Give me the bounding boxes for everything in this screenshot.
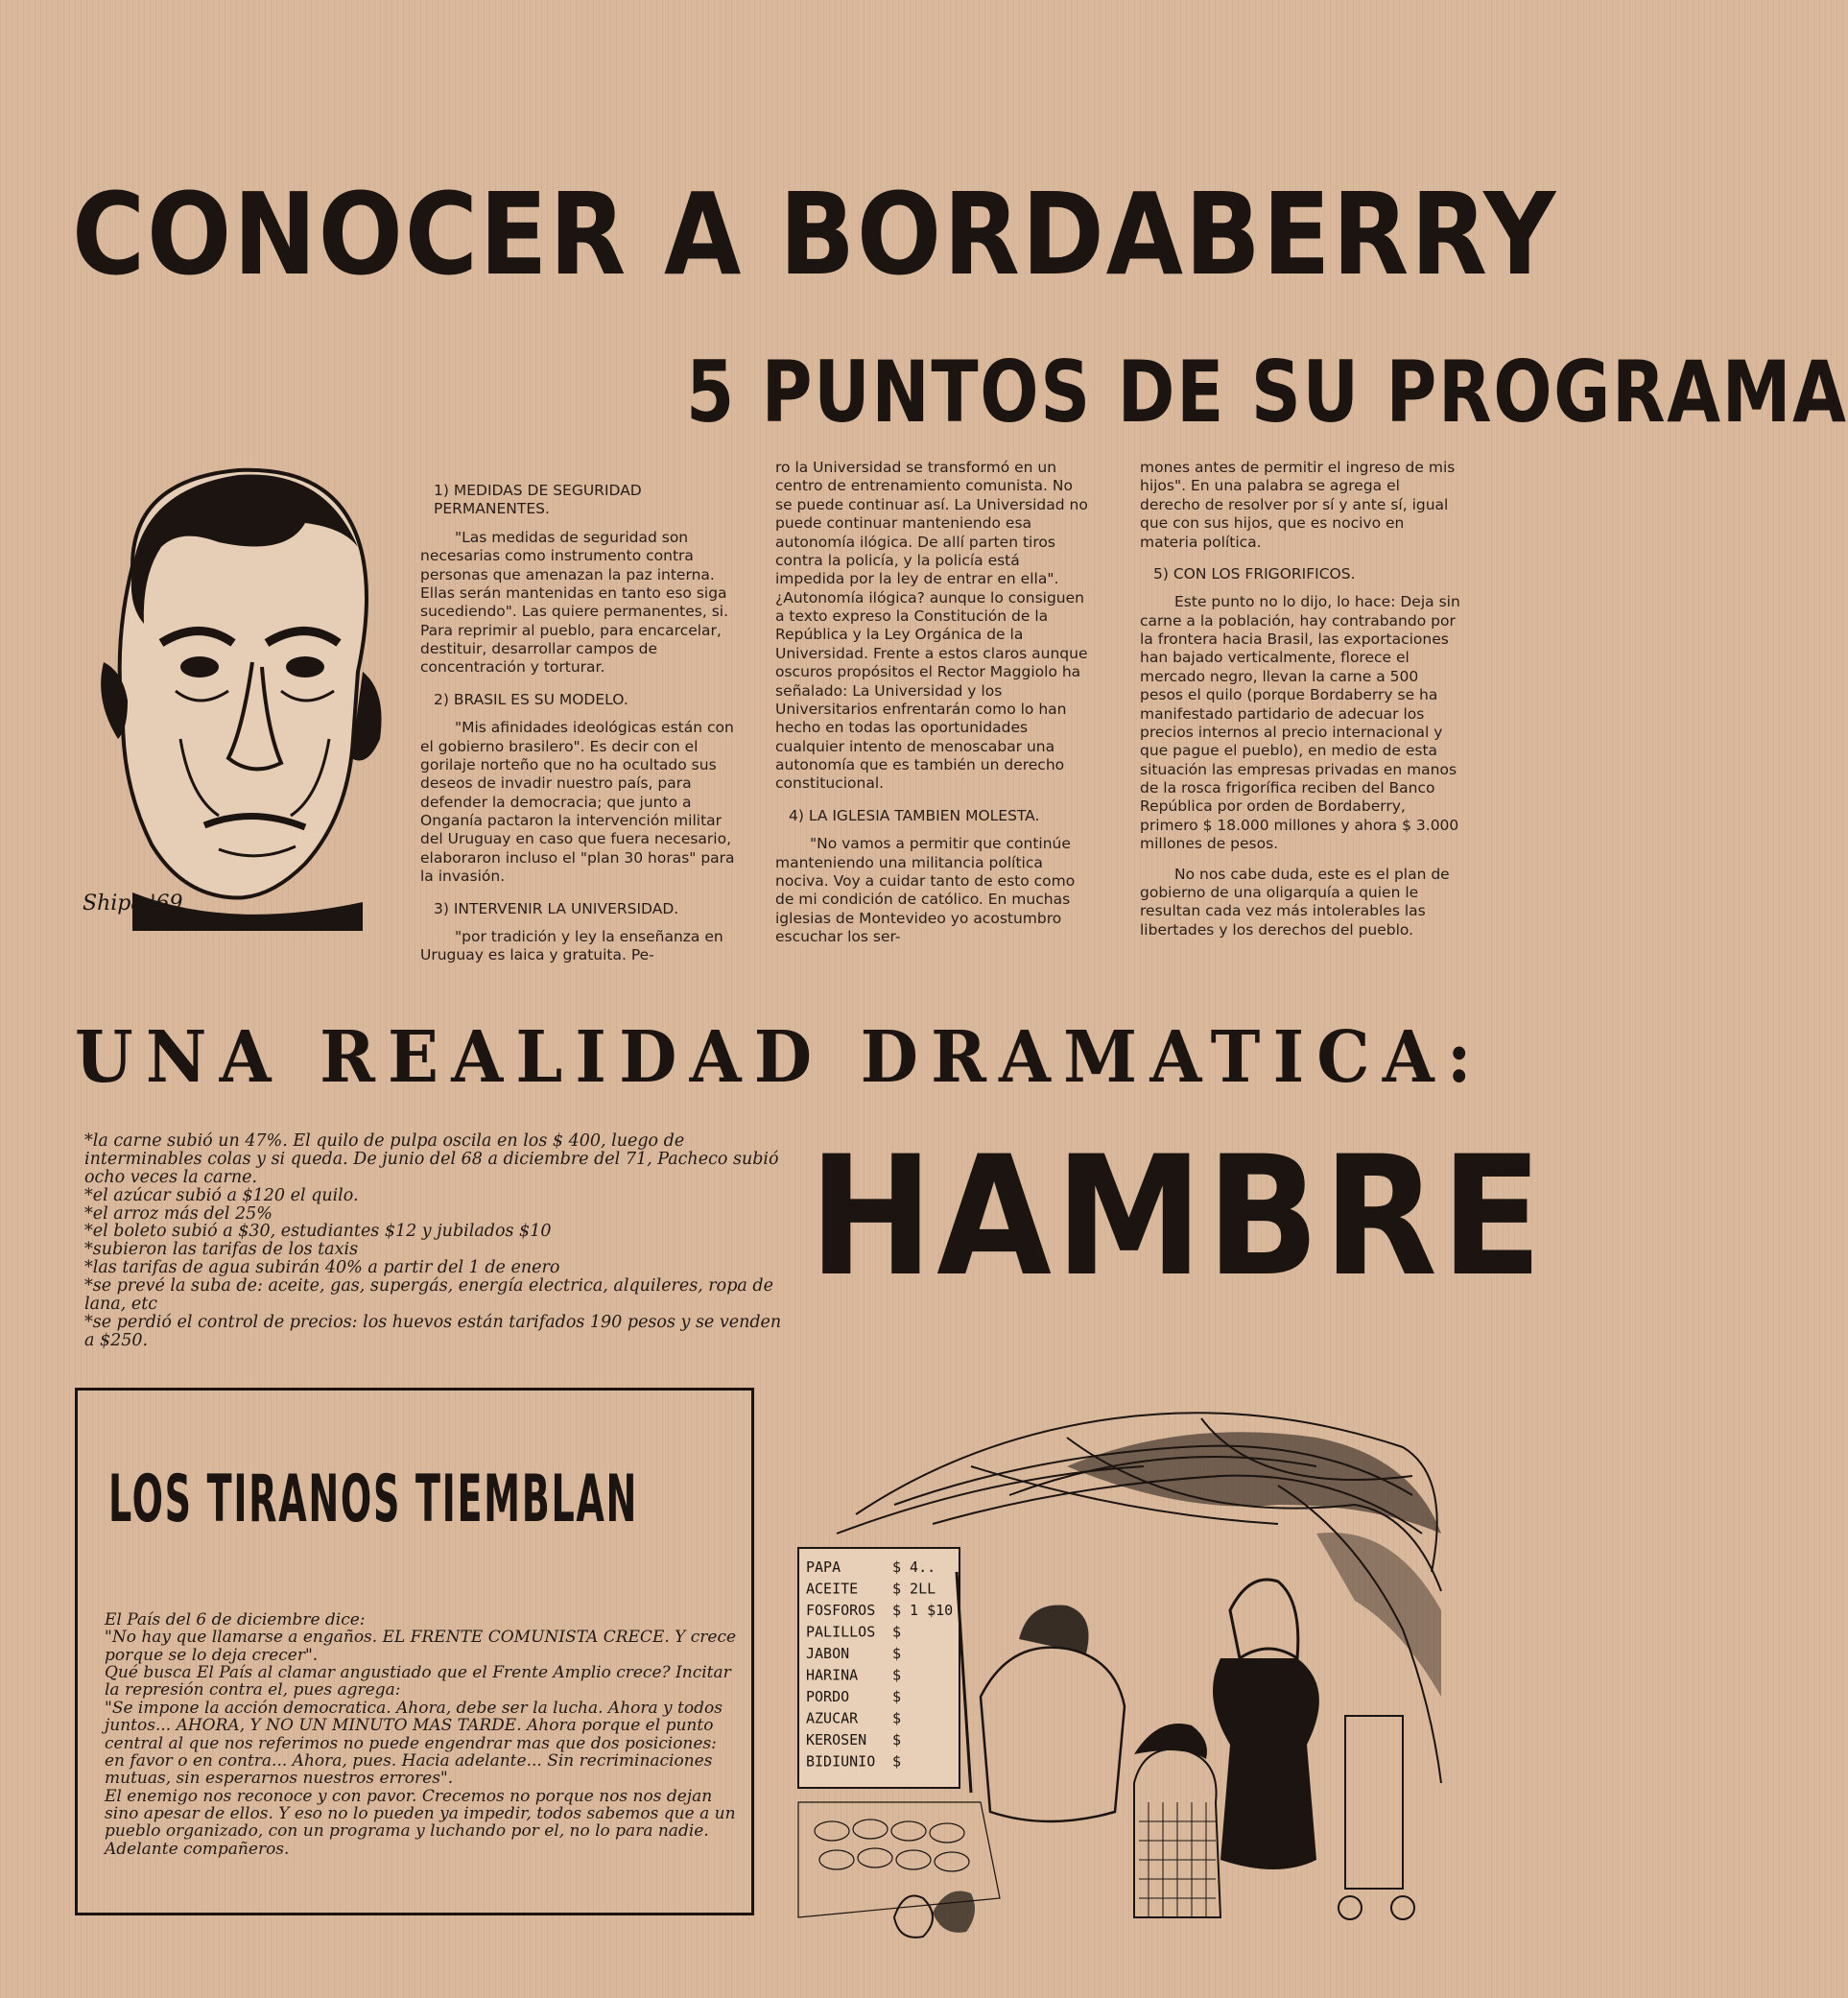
sign-price: $	[892, 1666, 902, 1684]
sign-price: $	[892, 1623, 902, 1641]
headline: CONOCER A BORDABERRY	[72, 168, 1558, 300]
paragraph: mones antes de permitir el ingreso de mis hijos". En una palabra se agrega el derecho de resolver por sí y ante sí, igual que con sus hijos, que es nocivo en materia política.	[1140, 459, 1456, 551]
sign-item: FOSFOROS	[806, 1602, 876, 1619]
sign-price: $ 1 $10	[892, 1602, 954, 1619]
sign-item: JABON	[806, 1645, 850, 1662]
paragraph: "Mis afinidades ideológicas están con el gobierno brasilero". Es decir con el gorilaje norteño que no ha ocultado sus deseos de invadir nuestro país, para defender la democracia; que junto a Onganía pactaron la intervención militar del Uruguay en caso que fuera necesario, elaboraron incluso el "plan 30 horas" para la invasión.	[420, 719, 735, 886]
box-title: LOS TIRANOS TIEMBLAN	[108, 1462, 639, 1537]
sign-item: ACEITE	[806, 1580, 859, 1598]
price-item: *el azúcar subió a $120 el quilo.	[84, 1185, 359, 1205]
portrait-signature: Shipa '69	[83, 892, 183, 916]
box-line: "Se impone la acción democratica. Ahora, debe ser la lucha. Ahora y todos juntos... AHORA, Y NO UN MINUTO MAS TARDE. Ahora porque el punto central al que nos referimos no puede engendrar mas que dos posiciones: en favor o en contra... Ahora, pues. Hacia adelante... Sin recriminaciones mutuas, sin esperarnos nuestros errores".	[105, 1698, 723, 1789]
portrait-illustration	[75, 451, 401, 931]
paragraph: ro la Universidad se transformó en un centro de entrenamiento comunista. No se puede continuar así. La Universidad no puede continuar manteniendo esa autonomía ilógica. De allí parten tiros contra la policía, y la policía está impedida por la ley de entrar en ella". ¿Autonomía ilógica? aunque lo consiguen a texto expreso la Constitución de la República y la Ley Orgánica de la Universidad. Frente a estos claros aunque oscuros propósitos el Rector Maggiolo ha señalado: La Universidad y los Universitarios enfrentarán como lo han hecho en todas las oportunidades cualquier intento de menoscabar una autonomía que es también un derecho constitucional.	[775, 459, 1088, 793]
tiranos-box	[75, 1388, 754, 1915]
price-item: *las tarifas de agua subirán 40% a partir del 1 de enero	[84, 1258, 560, 1278]
section-heading: 1) MEDIDAS DE SEGURIDAD PERMANENTES.	[434, 482, 642, 518]
hunger-word: HAMBRE	[809, 1120, 1546, 1313]
sign-price: $	[892, 1731, 902, 1748]
price-item: *se perdió el control de precios: los huevos están tarifados 190 pesos y se venden a $250.	[84, 1312, 782, 1350]
price-list	[84, 1132, 785, 1350]
section-heading: 4) LA IGLESIA TAMBIEN MOLESTA.	[789, 806, 1040, 824]
paragraph: No nos cabe duda, este es el plan de gobierno de una oligarquía a quien le resultan cada vez más intolerables las libertades y los derechos del pueblo.	[1140, 865, 1450, 939]
paragraph: "Las medidas de seguridad son necesarias como instrumento contra personas que amenazan la paz interna. Ellas serán mantenidas en tanto eso siga sucediendo". Las quiere permanentes, si. Para reprimir al pueblo, para encarcelar, destituir, desarrollar campos de concentración y torturar.	[420, 528, 729, 677]
sign-price: $	[892, 1645, 902, 1662]
box-line: El País del 6 de diciembre dice:	[105, 1610, 366, 1629]
sign-price: $	[892, 1709, 902, 1727]
sign-item: BIDIUNIO	[806, 1752, 876, 1771]
sign-price: $	[892, 1688, 902, 1705]
box-text	[105, 1611, 738, 1858]
sign-item: KEROSEN	[806, 1731, 867, 1748]
price-item: *la carne subió un 47%. El quilo de pulpa oscila en los $ 400, luego de interminables colas y si queda. De junio del 68 a diciembre del 71, Pacheco subió ocho veces la carne.	[84, 1131, 779, 1187]
sign-price: $	[892, 1752, 902, 1771]
price-item: *el arroz más del 25%	[84, 1203, 272, 1224]
section-heading: 3) INTERVENIR LA UNIVERSIDAD.	[434, 899, 679, 917]
sign-item: HARINA	[806, 1666, 859, 1684]
paragraph: Este punto no lo dijo, lo hace: Deja sin carne a la población, hay contrabando por la frontera hacia Brasil, las exportaciones han bajado verticalmente, florece el mercado negro, llevan la carne a 500 pesos el quilo (porque Bordaberry se ha manifestado partidario de adecuar los precios internos al precio internacional y que pague el pueblo), en medio de esta situación las empresas privadas en manos de la rosca frigorífica reciben del Banco República por orden de Bordaberry, primero $ 18.000 millones y ahora $ 3.000 millones de pesos.	[1140, 593, 1460, 853]
reality-headline: UNA REALIDAD DRAMATICA:	[75, 1016, 1484, 1099]
price-item: *se prevé la suba de: aceite, gas, supergás, energía electrica, alquileres, ropa de lana, etc	[84, 1276, 773, 1315]
sign-price: $ 4..	[892, 1558, 936, 1576]
column-2	[775, 459, 1092, 958]
price-item: *subieron las tarifas de los taxis	[84, 1240, 359, 1260]
column-3	[1140, 459, 1464, 951]
market-cartoon-illustration	[779, 1380, 1460, 1956]
box-line: "No hay que llamarse a engaños. EL FRENTE COMUNISTA CRECE. Y crece porque se lo deja crecer".	[105, 1628, 737, 1665]
sign-item: PAPA	[806, 1558, 841, 1576]
sign-item: AZUCAR	[806, 1709, 859, 1727]
section-heading: 2) BRASIL ES SU MODELO.	[434, 690, 628, 708]
box-line: Qué busca El País al clamar angustiado que el Frente Amplio crece? Incitar la represión contra el, pues agrega:	[105, 1663, 731, 1701]
section-heading: 5) CON LOS FRIGORIFICOS.	[1153, 564, 1356, 583]
sign-item: PALILLOS	[806, 1623, 876, 1641]
sign-price: $ 2LL	[892, 1580, 936, 1598]
paragraph: "por tradición y ley la enseñanza en Uruguay es laica y gratuita. Pe-	[420, 927, 723, 964]
price-item: *el boleto subió a $30, estudiantes $12 y jubilados $10	[84, 1222, 552, 1242]
subheadline: 5 PUNTOS DE SU PROGRAMA	[686, 343, 1848, 441]
box-line: El enemigo nos reconoce y con pavor. Crecemos no porque nos nos dejan sino apesar de ellos. Y eso no lo pueden ya impedir, todos sabemos que a un pueblo organizado, con un programa y luchando por el, no lo para nadie. Adelante compañeros.	[105, 1786, 736, 1859]
column-1	[420, 468, 746, 977]
sign-item: PORDO	[806, 1688, 850, 1705]
paragraph: "No vamos a permitir que continúe manteniendo una militancia política nociva. Voy a cuidar tanto de esto como de mi condición de católico. En muchas iglesias de Montevideo yo acostumbro escuchar los ser-	[775, 835, 1076, 945]
